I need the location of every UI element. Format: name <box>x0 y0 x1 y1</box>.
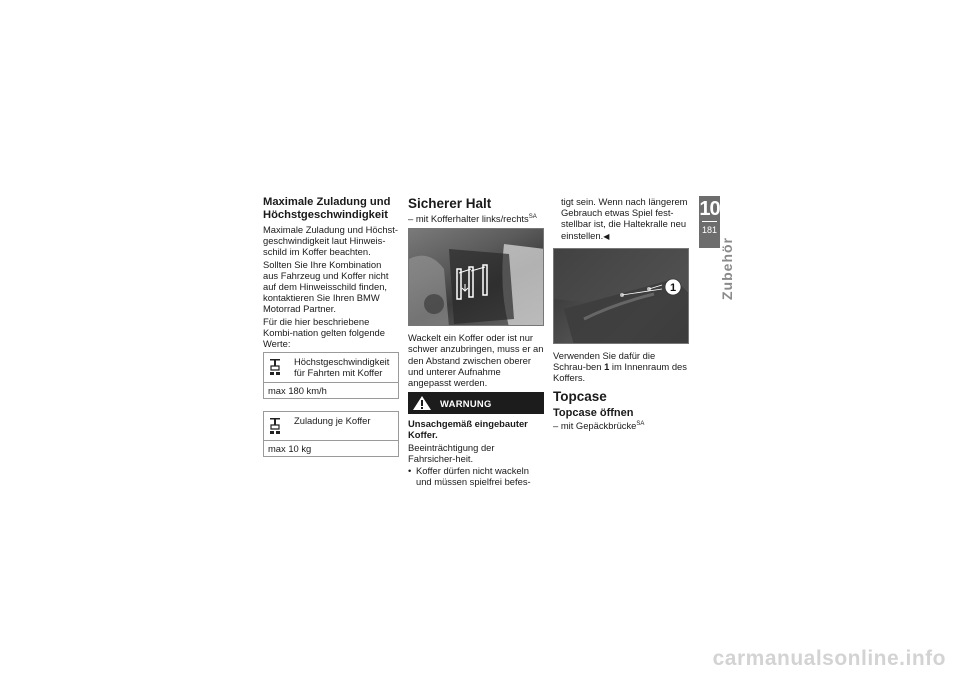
spec-box-load <box>263 411 399 457</box>
column-right <box>553 196 689 433</box>
bullet-item <box>408 465 544 487</box>
warning-title: Unsachgemäß eingebauter Koffer. <box>408 418 528 441</box>
section-heading-secure-hold: Sicherer Halt <box>408 196 492 211</box>
sa-item-text: – mit Kofferhalter links/rechts <box>408 213 529 224</box>
page-number: 181 <box>701 225 718 235</box>
spec-box-speed <box>263 352 399 399</box>
column-middle <box>408 196 544 488</box>
tab-divider <box>702 221 717 222</box>
sa-mark: SA <box>528 213 537 220</box>
paragraph: Wackelt ein Koffer oder ist nur schwer anzubringen, muss er an den Abstand zwischen oberer und unterer Aufnahme angepasst werden. <box>408 332 544 389</box>
spec-value: max 180 km/h <box>268 384 327 396</box>
paragraph-screws <box>553 350 689 384</box>
spec-label: Zuladung je Koffer <box>294 414 371 426</box>
luggage-icon <box>268 415 288 437</box>
bullet-dot: • <box>408 465 412 477</box>
paragraph: Für die hier beschriebene Kombi-nation gelten folgende Werte: <box>263 315 385 350</box>
chapter-number: 10 <box>699 198 720 220</box>
subheading-topcase-open: Topcase öffnen <box>553 407 634 420</box>
continued-text-body: tigt sein. Wenn nach längerem Gebrauch etwas Spiel fest-stellbar ist, die Haltekralle neu einstellen. <box>561 196 688 241</box>
chapter-title-vertical: Zubehör <box>719 237 735 300</box>
callout-number: 1 <box>669 281 677 294</box>
warning-text: Beeinträchtigung der Fahrsicher-heit. <box>408 441 495 464</box>
sa-item <box>408 213 544 224</box>
end-mark: ◀ <box>603 231 610 241</box>
warning-label: WARNUNG <box>440 397 492 409</box>
spec-value: max 10 kg <box>268 443 312 455</box>
spec-label: Höchstgeschwindigkeit für Fahrten mit Koffer <box>294 356 390 379</box>
continued-text <box>553 196 689 242</box>
sa-mark: SA <box>636 421 645 428</box>
text-part: im Innenraum des Koffers. <box>553 361 687 384</box>
luggage-icon <box>268 356 288 378</box>
warning-triangle-icon <box>412 395 432 411</box>
text-part-bold: 1 <box>604 361 610 373</box>
paragraph: Sollten Sie Ihre Kombination aus Fahrzeug und Koffer nicht auf dem Hinweisschild finden, kontaktieren Sie Ihren BMW Motorrad Partner. <box>263 258 389 315</box>
text-part: Verwenden Sie dafür die Schrau-ben <box>553 349 656 373</box>
bullet-text: Koffer dürfen nicht wackeln und müssen spielfrei befes- <box>416 465 531 488</box>
watermark: carmanualsonline.info <box>712 647 946 670</box>
photo-case-interior <box>553 248 689 344</box>
section-heading-topcase: Topcase <box>553 389 607 405</box>
warning-banner <box>408 392 544 414</box>
photo-case-holder <box>408 228 544 326</box>
section-heading-max-load: Maximale Zuladung und Höchstgeschwindigkeit <box>263 196 391 221</box>
sa-item <box>553 420 689 431</box>
chapter-tab <box>699 196 720 248</box>
paragraph: Maximale Zuladung und Höchst-geschwindigkeit laut Hinweis-schild im Koffer beachten. <box>263 224 398 258</box>
column-left <box>263 196 399 457</box>
sa-item-text: – mit Gepäckbrücke <box>553 420 637 432</box>
